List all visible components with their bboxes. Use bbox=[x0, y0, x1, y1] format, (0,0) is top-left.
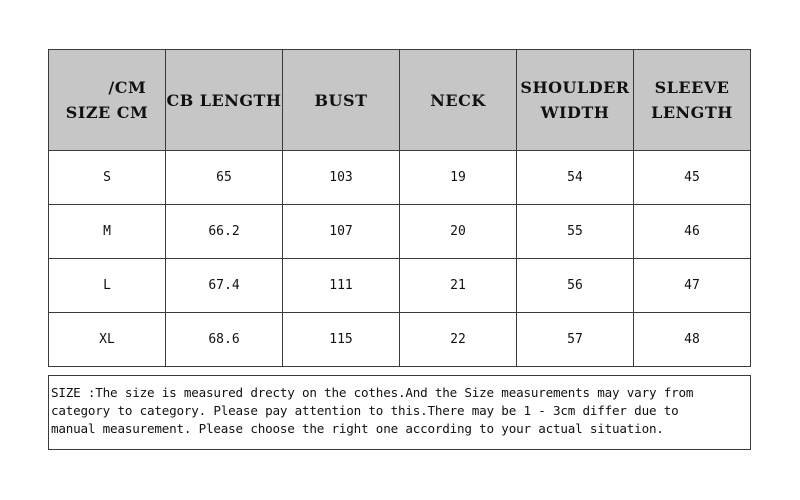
cell-shoulder-width: 54 bbox=[517, 151, 634, 205]
cell-shoulder-width: 56 bbox=[517, 259, 634, 313]
table-row bbox=[49, 151, 751, 205]
header-size-unit: /CM bbox=[108, 78, 147, 97]
size-table bbox=[48, 49, 751, 367]
size-note-line: SIZE :The size is measured drecty on the cothes.And the Size measurements may vary from bbox=[51, 385, 694, 400]
header-sleeve-line2: LENGTH bbox=[651, 103, 733, 122]
cell-shoulder-width: 55 bbox=[517, 205, 634, 259]
cell-size: L bbox=[49, 259, 166, 313]
header-size bbox=[49, 50, 166, 151]
header-shoulder-line1: SHOULDER bbox=[520, 78, 630, 97]
cell-cb-length: 68.6 bbox=[166, 313, 283, 367]
cell-bust: 107 bbox=[283, 205, 400, 259]
cell-sleeve-length: 46 bbox=[634, 205, 751, 259]
header-row bbox=[49, 50, 751, 151]
table-body bbox=[49, 151, 751, 367]
cell-sleeve-length: 47 bbox=[634, 259, 751, 313]
size-note bbox=[48, 375, 751, 450]
cell-cb-length: 65 bbox=[166, 151, 283, 205]
cell-bust: 103 bbox=[283, 151, 400, 205]
cell-sleeve-length: 48 bbox=[634, 313, 751, 367]
cell-size: M bbox=[49, 205, 166, 259]
cell-shoulder-width: 57 bbox=[517, 313, 634, 367]
cell-bust: 111 bbox=[283, 259, 400, 313]
cell-neck: 20 bbox=[400, 205, 517, 259]
size-note-line: category to category. Please pay attention to this.There may be 1 - 3cm differ due to bbox=[51, 403, 679, 418]
header-size-label: SIZE CM bbox=[65, 103, 149, 122]
header-neck: NECK bbox=[400, 50, 517, 151]
cell-cb-length: 67.4 bbox=[166, 259, 283, 313]
header-sleeve-length bbox=[634, 50, 751, 151]
cell-cb-length: 66.2 bbox=[166, 205, 283, 259]
table-row bbox=[49, 205, 751, 259]
cell-neck: 22 bbox=[400, 313, 517, 367]
cell-neck: 19 bbox=[400, 151, 517, 205]
cell-neck: 21 bbox=[400, 259, 517, 313]
table-row bbox=[49, 313, 751, 367]
size-note-line: manual measurement. Please choose the right one according to your actual situation. bbox=[51, 421, 664, 436]
header-cb-length: CB LENGTH bbox=[166, 50, 283, 151]
cell-size: S bbox=[49, 151, 166, 205]
table-row bbox=[49, 259, 751, 313]
cell-bust: 115 bbox=[283, 313, 400, 367]
cell-size: XL bbox=[49, 313, 166, 367]
header-shoulder-line2: WIDTH bbox=[540, 103, 610, 122]
cell-sleeve-length: 45 bbox=[634, 151, 751, 205]
table-header bbox=[49, 50, 751, 151]
header-sleeve-line1: SLEEVE bbox=[654, 78, 730, 97]
header-shoulder-width bbox=[517, 50, 634, 151]
header-bust: BUST bbox=[283, 50, 400, 151]
